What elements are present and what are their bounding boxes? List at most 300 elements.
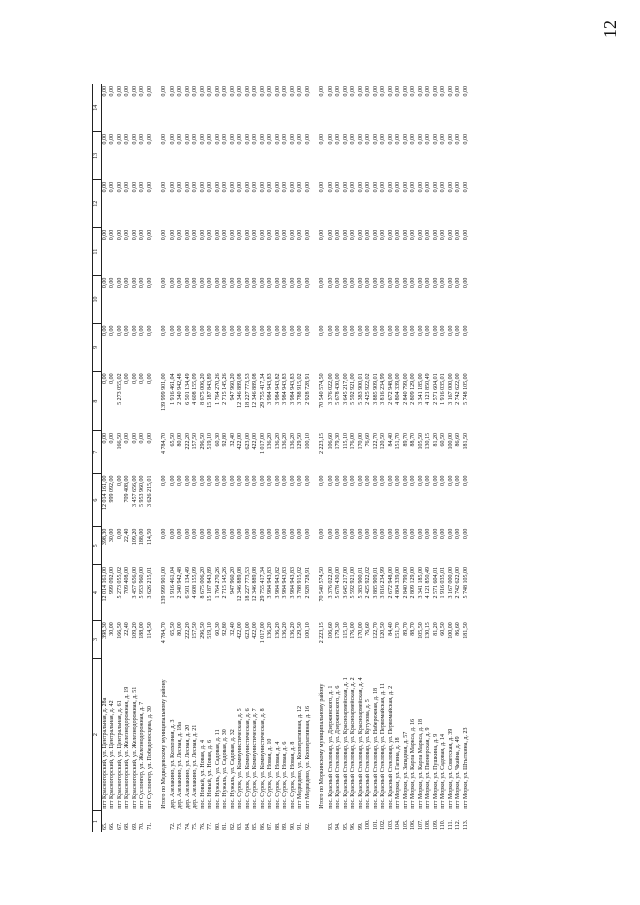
table-row-cell: 0,00 (425, 181, 431, 193)
table-row-cell: 0,00 (410, 133, 416, 145)
table-row-cell: 176,00 (350, 432, 356, 450)
table-row (139, 84, 147, 832)
table-row (343, 84, 351, 832)
table-row-cell: 0,00 (229, 229, 236, 241)
table-row-cell: 0,00 (335, 86, 341, 97)
table-row-cell: 0,00 (229, 277, 236, 289)
table-row-cell: 105,50 (417, 622, 424, 639)
table-row-cell: 66. (109, 822, 115, 830)
table-row-cell: 2 742 622,00 (455, 566, 461, 599)
table-row (440, 84, 448, 832)
table-row-cell: 0,00 (462, 528, 469, 540)
table-row-cell: 0,00 (229, 528, 236, 540)
table-row-cell: пос. Нужаль, ул. Садовая, д. 11 (214, 729, 221, 809)
table-row-cell: 122,70 (372, 432, 379, 450)
table-row-cell: 0,00 (169, 475, 176, 486)
table-row-cell: 4 608 155,09 (192, 566, 198, 599)
table-row-cell: 0,00 (109, 86, 115, 97)
table-row-cell: 0,00 (425, 475, 431, 486)
table-row-cell: пос. Сурок, ул. Коммунистическая, д. 7 (252, 708, 258, 809)
table-row-cell: 0,00 (169, 181, 176, 193)
table-row-cell: 0,00 (395, 86, 401, 97)
table-row-cell: 0,00 (214, 277, 221, 289)
table-row-cell: 3 457 656,00 (131, 566, 138, 599)
table-row (192, 84, 200, 832)
table-row-cell: 0,00 (304, 325, 311, 336)
table-row-cell: 0,00 (184, 229, 191, 241)
table-row-cell: 0,00 (304, 133, 311, 145)
table-row-cell: 5 273 055,02 (116, 566, 123, 599)
table-row-cell: 0,00 (289, 229, 296, 241)
table-row-cell: 0,00 (146, 325, 153, 336)
table-row-cell: 0,00 (282, 181, 288, 193)
table-row-cell: 181,50 (462, 622, 469, 639)
table-row-cell: 1 017,00 (259, 432, 266, 454)
table-row-cell: 0,00 (282, 277, 288, 289)
table-row-cell: 0,00 (214, 475, 221, 486)
table-row-cell: 0,00 (402, 181, 409, 193)
table-row-cell: пгт Красногорский, ул. Центральная, д. 28а (101, 697, 108, 809)
table-row-cell: 0,00 (387, 475, 394, 486)
table-row-cell: 0,00 (184, 133, 191, 145)
table-row-cell: 0,00 (244, 133, 251, 145)
table-row-cell: 0,00 (177, 475, 183, 486)
table-row-cell: 0,00 (237, 475, 243, 486)
table-row (230, 84, 238, 832)
table-row-cell: 0,00 (350, 277, 356, 289)
table-row-cell: 0,00 (447, 475, 454, 486)
table-row-cell: пгт Красногорский, ул. Центральная, д. 61 (116, 700, 123, 809)
table-row-cell: 0,00 (274, 229, 281, 241)
table-row-cell: 105. (402, 819, 409, 830)
table-row-cell: 3 645 217,00 (342, 373, 349, 405)
table-row-cell: 60,50 (440, 432, 446, 447)
table-row-cell: 0,00 (425, 325, 431, 336)
table-row-cell: 87. (267, 822, 273, 830)
table-row-cell: 0,00 (327, 133, 334, 145)
table-row-cell: 0,00 (139, 277, 145, 289)
table-row-cell: 0,00 (282, 475, 288, 486)
table-row-cell: 0,00 (131, 277, 138, 289)
table-row-cell: 0,00 (207, 475, 213, 486)
table-row-cell: 0,00 (124, 181, 130, 193)
table-row-cell: 3 816 234,99 (380, 373, 386, 405)
table-row-cell: 3 984 943,83 (289, 373, 296, 405)
table-row-cell: 2 715 145,26 (222, 566, 228, 599)
table-row-cell: 106,60 (327, 622, 334, 639)
table-row-cell: 3 984 943,83 (267, 566, 273, 599)
table-row-cell: 0,00 (380, 475, 386, 486)
table-row (237, 84, 245, 832)
table-row-cell: 12 346 889,08 (237, 566, 243, 602)
table-row-cell: 0,00 (410, 528, 416, 540)
table-row-cell: 3 167 000,00 (447, 373, 454, 405)
total-row-cell: 4 784,70 (161, 622, 167, 644)
table-row-cell: 151,70 (395, 622, 401, 639)
table-row-cell: 0,00 (455, 528, 461, 540)
table-row-cell: 0,00 (410, 475, 416, 486)
table-row-cell: 0,00 (357, 528, 364, 540)
table-row-cell: 0,00 (335, 325, 341, 336)
table-row-cell: 80. (214, 822, 221, 830)
table-row-cell: пос. Красный Стекловар, ул. Дзержинского, д. 6 (335, 685, 341, 809)
table-row (305, 84, 313, 832)
table-row-cell: 0,00 (274, 325, 281, 336)
table-row-cell: 8 675 006,20 (199, 373, 206, 405)
total-row (158, 84, 170, 832)
table-row-cell: 0,00 (432, 86, 439, 97)
table-row-cell: 0,00 (372, 475, 379, 486)
table-row-cell: 422,00 (252, 432, 258, 450)
table-row (215, 84, 223, 832)
table-row-cell: 0,00 (214, 229, 221, 241)
table-row-cell: 0,00 (380, 181, 386, 193)
table-row-cell: 0,00 (229, 86, 236, 97)
table-row-cell: 0,00 (131, 181, 138, 193)
table-row-cell: 0,00 (357, 181, 364, 193)
table-row-cell: 0,00 (327, 181, 334, 193)
table-row-cell: 76,60 (365, 622, 371, 636)
header-row-cell: 1 (93, 811, 102, 832)
table-row (448, 84, 456, 832)
table-row-cell: 0,00 (237, 86, 243, 97)
table-row-cell: 0,00 (146, 277, 153, 289)
table-row-cell: 0,00 (192, 229, 198, 241)
table-row (425, 84, 433, 832)
total-row-cell: 0,00 (161, 475, 167, 486)
table-row-cell: 0,00 (327, 229, 334, 241)
table-row-cell: 0,00 (207, 528, 213, 540)
table-row-cell: 0,00 (447, 229, 454, 241)
table-row-cell: 100. (365, 819, 371, 830)
table-row-cell: 0,00 (109, 181, 115, 193)
table-row-cell: 0,00 (124, 229, 130, 241)
table-row (418, 84, 426, 832)
table-row-cell: 0,00 (237, 277, 243, 289)
table-row-cell: 114,50 (146, 622, 153, 639)
table-row-cell: 0,00 (192, 528, 198, 540)
total-row-cell: 70 540 574,50 (319, 373, 325, 408)
header-row-cell: 9 (93, 323, 102, 371)
table-row-cell: 0,00 (274, 181, 281, 193)
table-row-cell: 70. (139, 822, 145, 830)
table-row-cell: 2 340 942,48 (177, 566, 183, 599)
table-row (335, 84, 343, 832)
table-row (463, 84, 471, 832)
table-row-cell: 0,00 (169, 277, 176, 289)
table-row-cell: 2 715 145,26 (222, 373, 228, 405)
table-row-cell: 75. (192, 822, 198, 830)
table-row-cell: 0,00 (380, 133, 386, 145)
table-row-cell: 136,20 (267, 622, 273, 639)
table-row-cell: 0,00 (387, 325, 394, 336)
table-row-cell: 0,00 (387, 229, 394, 241)
table-row-cell: 0,00 (387, 133, 394, 145)
table-row-cell: 0,00 (169, 86, 176, 97)
table-row-cell: пос. Новый, ул. Новая, д. 4 (199, 740, 206, 809)
table-row-cell: 0,00 (304, 229, 311, 241)
table-row-cell: 0,00 (395, 133, 401, 145)
table-row-cell: 0,00 (267, 86, 273, 97)
table-row-cell: пгт Морки, ул. Пионерская, д. 9 (425, 727, 431, 809)
table-row-cell: 0,00 (192, 277, 198, 289)
total-row-cell: 0,00 (319, 181, 325, 193)
table-row-cell: 101. (372, 819, 379, 830)
table-row-cell: 0,00 (237, 181, 243, 193)
table-row-cell: 0,00 (440, 277, 446, 289)
table-row-cell: 4 608 155,09 (192, 373, 198, 405)
table-row-cell: 0,00 (237, 528, 243, 540)
table-row-cell: 0,00 (440, 181, 446, 193)
table-row-cell: 136,20 (267, 432, 273, 450)
total-row-cell: 0,00 (161, 86, 167, 97)
table-row-cell: 0,00 (131, 432, 138, 444)
table-row-cell: 0,00 (214, 528, 221, 540)
table-row-cell: 0,00 (417, 229, 424, 241)
table-row-cell: 60,30 (214, 432, 221, 447)
table-row-cell: 0,00 (365, 528, 371, 540)
table-row-cell: 12 346 889,08 (237, 373, 243, 408)
table-row-cell: 0,00 (259, 229, 266, 241)
table-row-cell: 0,00 (207, 229, 213, 241)
header-row-cell: 14 (93, 84, 102, 132)
table-row-cell: 130,15 (425, 432, 431, 450)
table-row-cell: 1 916 461,04 (169, 566, 176, 599)
table-row-cell: 94. (335, 822, 341, 830)
table-row-cell: 0,00 (101, 373, 108, 384)
table-row-cell: 3 788 915,02 (297, 566, 303, 599)
table-row-cell: 0,00 (372, 325, 379, 336)
table-row-cell: 100,10 (304, 622, 311, 639)
table-row-cell: 5 953 960,00 (139, 566, 145, 599)
table-row (403, 84, 411, 832)
program-table (92, 84, 470, 832)
table-row-cell: 109,20 (131, 528, 138, 546)
table-row-cell: 103. (387, 819, 394, 830)
table-row-cell: 3 984 943,82 (274, 566, 281, 599)
table-row-cell: 0,00 (425, 133, 431, 145)
header-row-cell: 12 (93, 180, 102, 228)
table-row-cell: пгт Суслонгер, ул. Победоносцева, д. 30 (146, 706, 153, 809)
table-row-cell: 3 984 943,83 (267, 373, 273, 405)
table-row-cell: 0,00 (335, 229, 341, 241)
table-row-cell: 12 346 889,08 (252, 373, 258, 408)
table-row-cell: 68. (124, 822, 130, 830)
table-row-cell: 0,00 (199, 277, 206, 289)
table-row-cell: 0,00 (184, 325, 191, 336)
table-row-cell: 0,00 (410, 325, 416, 336)
table-row-cell: 2 840 799,00 (402, 566, 409, 599)
table-row-cell: 100,00 (447, 622, 454, 639)
table-row-cell: 0,00 (365, 133, 371, 145)
table-row-cell: 136,20 (274, 622, 281, 639)
table-row-cell: 0,00 (282, 528, 288, 540)
table-row-cell: 85. (252, 822, 258, 830)
table-row-cell: 0,00 (244, 528, 251, 540)
total-row-cell: 0,00 (161, 277, 167, 289)
table-row-cell: 80,00 (177, 622, 183, 636)
table-row-cell: 0,00 (214, 86, 221, 97)
table-row-cell: 2 809 129,00 (410, 373, 416, 405)
table-row-cell: 136,20 (289, 432, 296, 450)
table-row-cell: 0,00 (297, 133, 303, 145)
table-row-cell: 0,00 (462, 475, 469, 486)
table-row-cell: дер. Азелакино, ул. Колхозная, д. 3 (169, 719, 176, 809)
table-row-cell: 170,00 (357, 622, 364, 639)
table-row-cell: 0,00 (372, 86, 379, 97)
table-row-cell: 0,00 (146, 181, 153, 193)
table-row-cell: 0,00 (222, 277, 228, 289)
table-row-cell: 0,00 (297, 325, 303, 336)
total-row-cell: 0,00 (319, 86, 325, 97)
total-row-cell: 2 223,15 (319, 622, 325, 644)
table-row-cell: 999 092,00 (109, 475, 115, 503)
table-row (185, 84, 193, 832)
table-row-cell: 0,00 (350, 325, 356, 336)
table-row-cell: 111. (447, 819, 454, 830)
table-row-cell: 3 984 943,83 (282, 373, 288, 405)
table-row-cell: 110. (440, 819, 446, 830)
table-row (170, 84, 178, 832)
total-row-cell: 0,00 (319, 133, 325, 145)
table-row-cell: 0,00 (365, 229, 371, 241)
table-row-cell: 0,00 (327, 86, 334, 97)
table-row-cell: 3 645 217,00 (342, 566, 349, 599)
table-row-cell: 0,00 (425, 277, 431, 289)
table-row-cell: 0,00 (274, 277, 281, 289)
table-row-cell: 129,50 (297, 432, 303, 450)
table-row (177, 84, 185, 832)
table-row (252, 84, 260, 832)
table-row-cell: 0,00 (207, 277, 213, 289)
table-row-cell: 0,00 (380, 86, 386, 97)
table-row-cell: 0,00 (267, 181, 273, 193)
table-row (147, 84, 155, 832)
table-row-cell: пгт Морки, ул. Западная, д. 57 (402, 731, 409, 809)
table-row-cell: 0,00 (199, 133, 206, 145)
table-row-cell: пгт Морки, ул. Садовая, д. 14 (440, 733, 446, 809)
total-row-cell: 0,00 (319, 528, 325, 540)
table-row-cell: 0,00 (101, 229, 108, 241)
table-row-cell: 0,00 (282, 229, 288, 241)
table-row-cell: 4 121 850,49 (425, 373, 431, 405)
table-row-cell: 69. (131, 822, 138, 830)
table-row-cell: 0,00 (357, 325, 364, 336)
table-row-cell: пос. Красный Стекловар, ул. Первомайская, д. 2 (387, 685, 394, 809)
table-row-cell: 0,00 (199, 325, 206, 336)
table-row-cell: пгт Морки, ул. Пушкина, д. 9 (432, 733, 439, 809)
table-row-cell: 0,00 (447, 181, 454, 193)
table-row-cell: 122,70 (372, 622, 379, 639)
table-row-cell: пгт Морки, ул. Карла Маркса, д. 18 (417, 719, 424, 809)
table-row-cell: 709 408,00 (124, 566, 130, 594)
table-row-cell: 519,10 (207, 432, 213, 450)
table-row-cell: 0,00 (425, 86, 431, 97)
table-row-cell: 0,00 (447, 86, 454, 97)
table-row-cell: 0,00 (267, 325, 273, 336)
table-row-cell: 100,00 (447, 432, 454, 450)
table-row-cell: 65,50 (169, 622, 176, 636)
table-row-cell: 0,00 (342, 181, 349, 193)
table-row-cell: 0,00 (417, 181, 424, 193)
table-row-cell: 0,00 (229, 325, 236, 336)
table-row-cell: 2 425 922,02 (365, 566, 371, 599)
table-row-cell: 0,00 (267, 229, 273, 241)
table-row-cell: 0,00 (252, 528, 258, 540)
table-row-cell: пгт Медведево, ул. Кооперативная, д. 12 (297, 705, 303, 809)
table-row-cell: 81. (222, 822, 228, 830)
table-row-cell: 96. (350, 822, 356, 830)
table-row-cell: 0,00 (304, 528, 311, 540)
total-row-cell: 0,00 (161, 181, 167, 193)
table-row-cell: 0,00 (350, 475, 356, 486)
table-row-cell: 3 816 234,99 (380, 566, 386, 599)
table-row (365, 84, 373, 832)
table-row-cell: 0,00 (244, 475, 251, 486)
table-row-cell: 0,00 (116, 133, 123, 145)
table-row-cell: 0,00 (259, 475, 266, 486)
table-row-cell: 0,00 (342, 133, 349, 145)
table-row (297, 84, 305, 832)
table-row-cell: 0,00 (462, 229, 469, 241)
table-row-cell: пгт Морки, ул. Карла Маркса, д. 16 (410, 719, 416, 809)
total-row-cell: 139 999 901,00 (161, 566, 167, 605)
table-row-cell: пгт Медведево, ул. Кооперативная, д. 16 (304, 705, 311, 809)
table-row-cell: 0,00 (462, 325, 469, 336)
table-row-cell: 80,00 (177, 432, 183, 447)
table-row-cell: 0,00 (109, 229, 115, 241)
table-row-cell: 5 592 921,00 (350, 566, 356, 599)
table-row-cell: 0,00 (402, 229, 409, 241)
table-row-cell: 0,00 (146, 432, 153, 444)
table-row-cell: 0,00 (222, 86, 228, 97)
table-row-cell: 0,00 (282, 325, 288, 336)
table-row-cell: 2 928 728,91 (304, 566, 311, 599)
table-row-cell: 0,00 (139, 432, 145, 444)
table-row-cell: 0,00 (357, 133, 364, 145)
table-row-cell: 18 227 773,53 (244, 373, 251, 408)
table-row (290, 84, 298, 832)
table-row-cell: пос. Красный Стекловар, ул. Красноармейская, д. 4 (357, 677, 364, 809)
table-row (358, 84, 366, 832)
table-row-cell: 115,10 (342, 432, 349, 450)
table-row (245, 84, 253, 832)
table-row-cell: 0,00 (177, 181, 183, 193)
table-row-cell: 0,00 (244, 86, 251, 97)
table-row-cell: 0,00 (289, 325, 296, 336)
table-row-cell: 109,20 (131, 622, 138, 639)
table-row-cell: 0,00 (139, 86, 145, 97)
table-row-cell: 0,00 (447, 325, 454, 336)
table-row-cell: 0,00 (380, 325, 386, 336)
table-row-cell: 3 376 022,00 (327, 566, 334, 599)
table-row-cell: 0,00 (350, 133, 356, 145)
table-row-cell: 92,80 (222, 432, 228, 447)
table-row-cell: 999 092,00 (109, 566, 115, 594)
table-row-cell: 0,00 (229, 475, 236, 486)
table-row-cell: 0,00 (177, 133, 183, 145)
table-row-cell: 1 916 035,01 (440, 566, 446, 599)
table-row-cell: 0,00 (342, 277, 349, 289)
table-row-cell: 0,00 (297, 528, 303, 540)
table-row-cell: 67. (116, 822, 123, 830)
table-row-cell: 0,00 (124, 432, 130, 444)
table-row-cell: 0,00 (365, 86, 371, 97)
table-row-cell: 157,50 (192, 432, 198, 450)
table-row-cell: 296,50 (199, 432, 206, 450)
table-row-cell: 0,00 (116, 86, 123, 97)
table-row-cell: 0,00 (282, 133, 288, 145)
